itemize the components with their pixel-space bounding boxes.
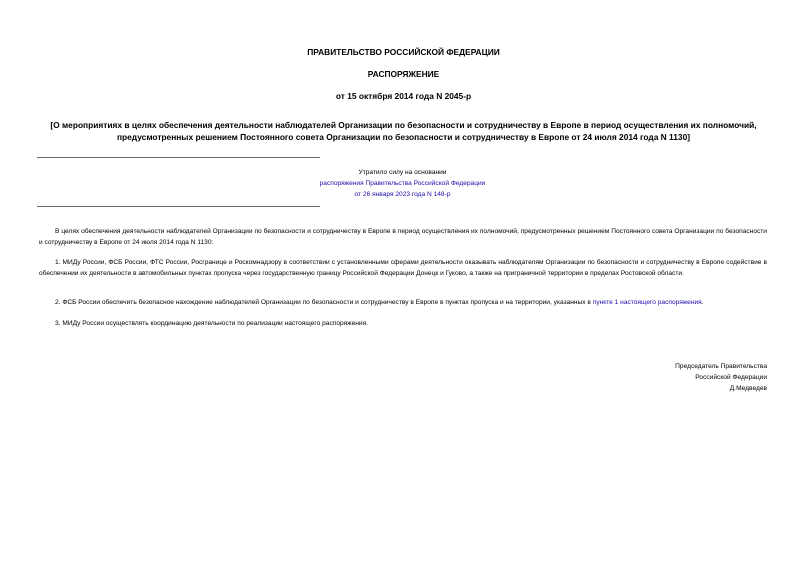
repeal-order-date-link[interactable]: от 26 января 2023 года N 148-р [354, 191, 451, 198]
signatory-position-2: Российской Федерации [695, 374, 767, 381]
clause-1-link[interactable]: пункте 1 настоящего распоряжения [592, 299, 702, 306]
item-1-paragraph: 1. МИДу России, ФСБ России, ФТС России, Росграницe и Роскомнадзору в соответствии с установленными сферами деятельности оказывать наблюдателям Организации по безопасности и сотрудничеству в Европе содействие в обеспечении их деятельности в автомобильных пунктах пропуска через государственную границу Российской Федерации Донецк и Гуково, а также на приграничной территории в пределах Ростовской области. [39, 259, 767, 277]
document-type-heading: РАСПОРЯЖЕНИЕ [367, 69, 440, 79]
signature-block [567, 361, 767, 394]
item-2-paragraph [39, 298, 767, 309]
government-heading: ПРАВИТЕЛЬСТВО РОССИЙСКОЙ ФЕДЕРАЦИИ [307, 47, 500, 57]
lost-force-text: Утратило силу на основании [358, 169, 447, 176]
preamble-paragraph: В целях обеспечения деятельности наблюдателей Организации по безопасности и сотрудничеству в Европе в период осуществления их полномочий, предусмотренных решением Постоянного совета Организации по безопасности и сотрудничеству в Европе от 24 июля 2014 года N 1130: [39, 228, 767, 246]
document-title: [О мероприятиях в целях обеспечения деятельности наблюдателей Организации по безопасности и сотрудничеству в Европе в период осуществления их полномочий, предусмотренных решением Постоянного совета Организации по безопасности и сотрудничеству в Европе от 24 июля 2014 года N 1130] [50, 120, 757, 142]
top-divider [37, 157, 320, 158]
repeal-order-link[interactable]: распоряжения Правительства Российской Федерации [319, 180, 486, 187]
date-number-heading: от 15 октября 2014 года N 2045-р [335, 91, 472, 101]
signatory-position: Председатель Правительства [675, 363, 767, 370]
signatory-name: Д.Медведев [729, 385, 767, 392]
item-3-paragraph: 3. МИДу России осуществлять координацию деятельности по реализации настоящего распоряжения. [55, 320, 368, 327]
item-2-end: . [701, 299, 704, 306]
lost-force-note [310, 167, 495, 200]
item-2-text: 2. ФСБ России обеспечить безопасное нахождение наблюдателей Организации по безопасности и сотрудничеству в Европе в пунктах пропуска и на территории, указанных в [55, 299, 593, 306]
bottom-divider [37, 206, 320, 207]
